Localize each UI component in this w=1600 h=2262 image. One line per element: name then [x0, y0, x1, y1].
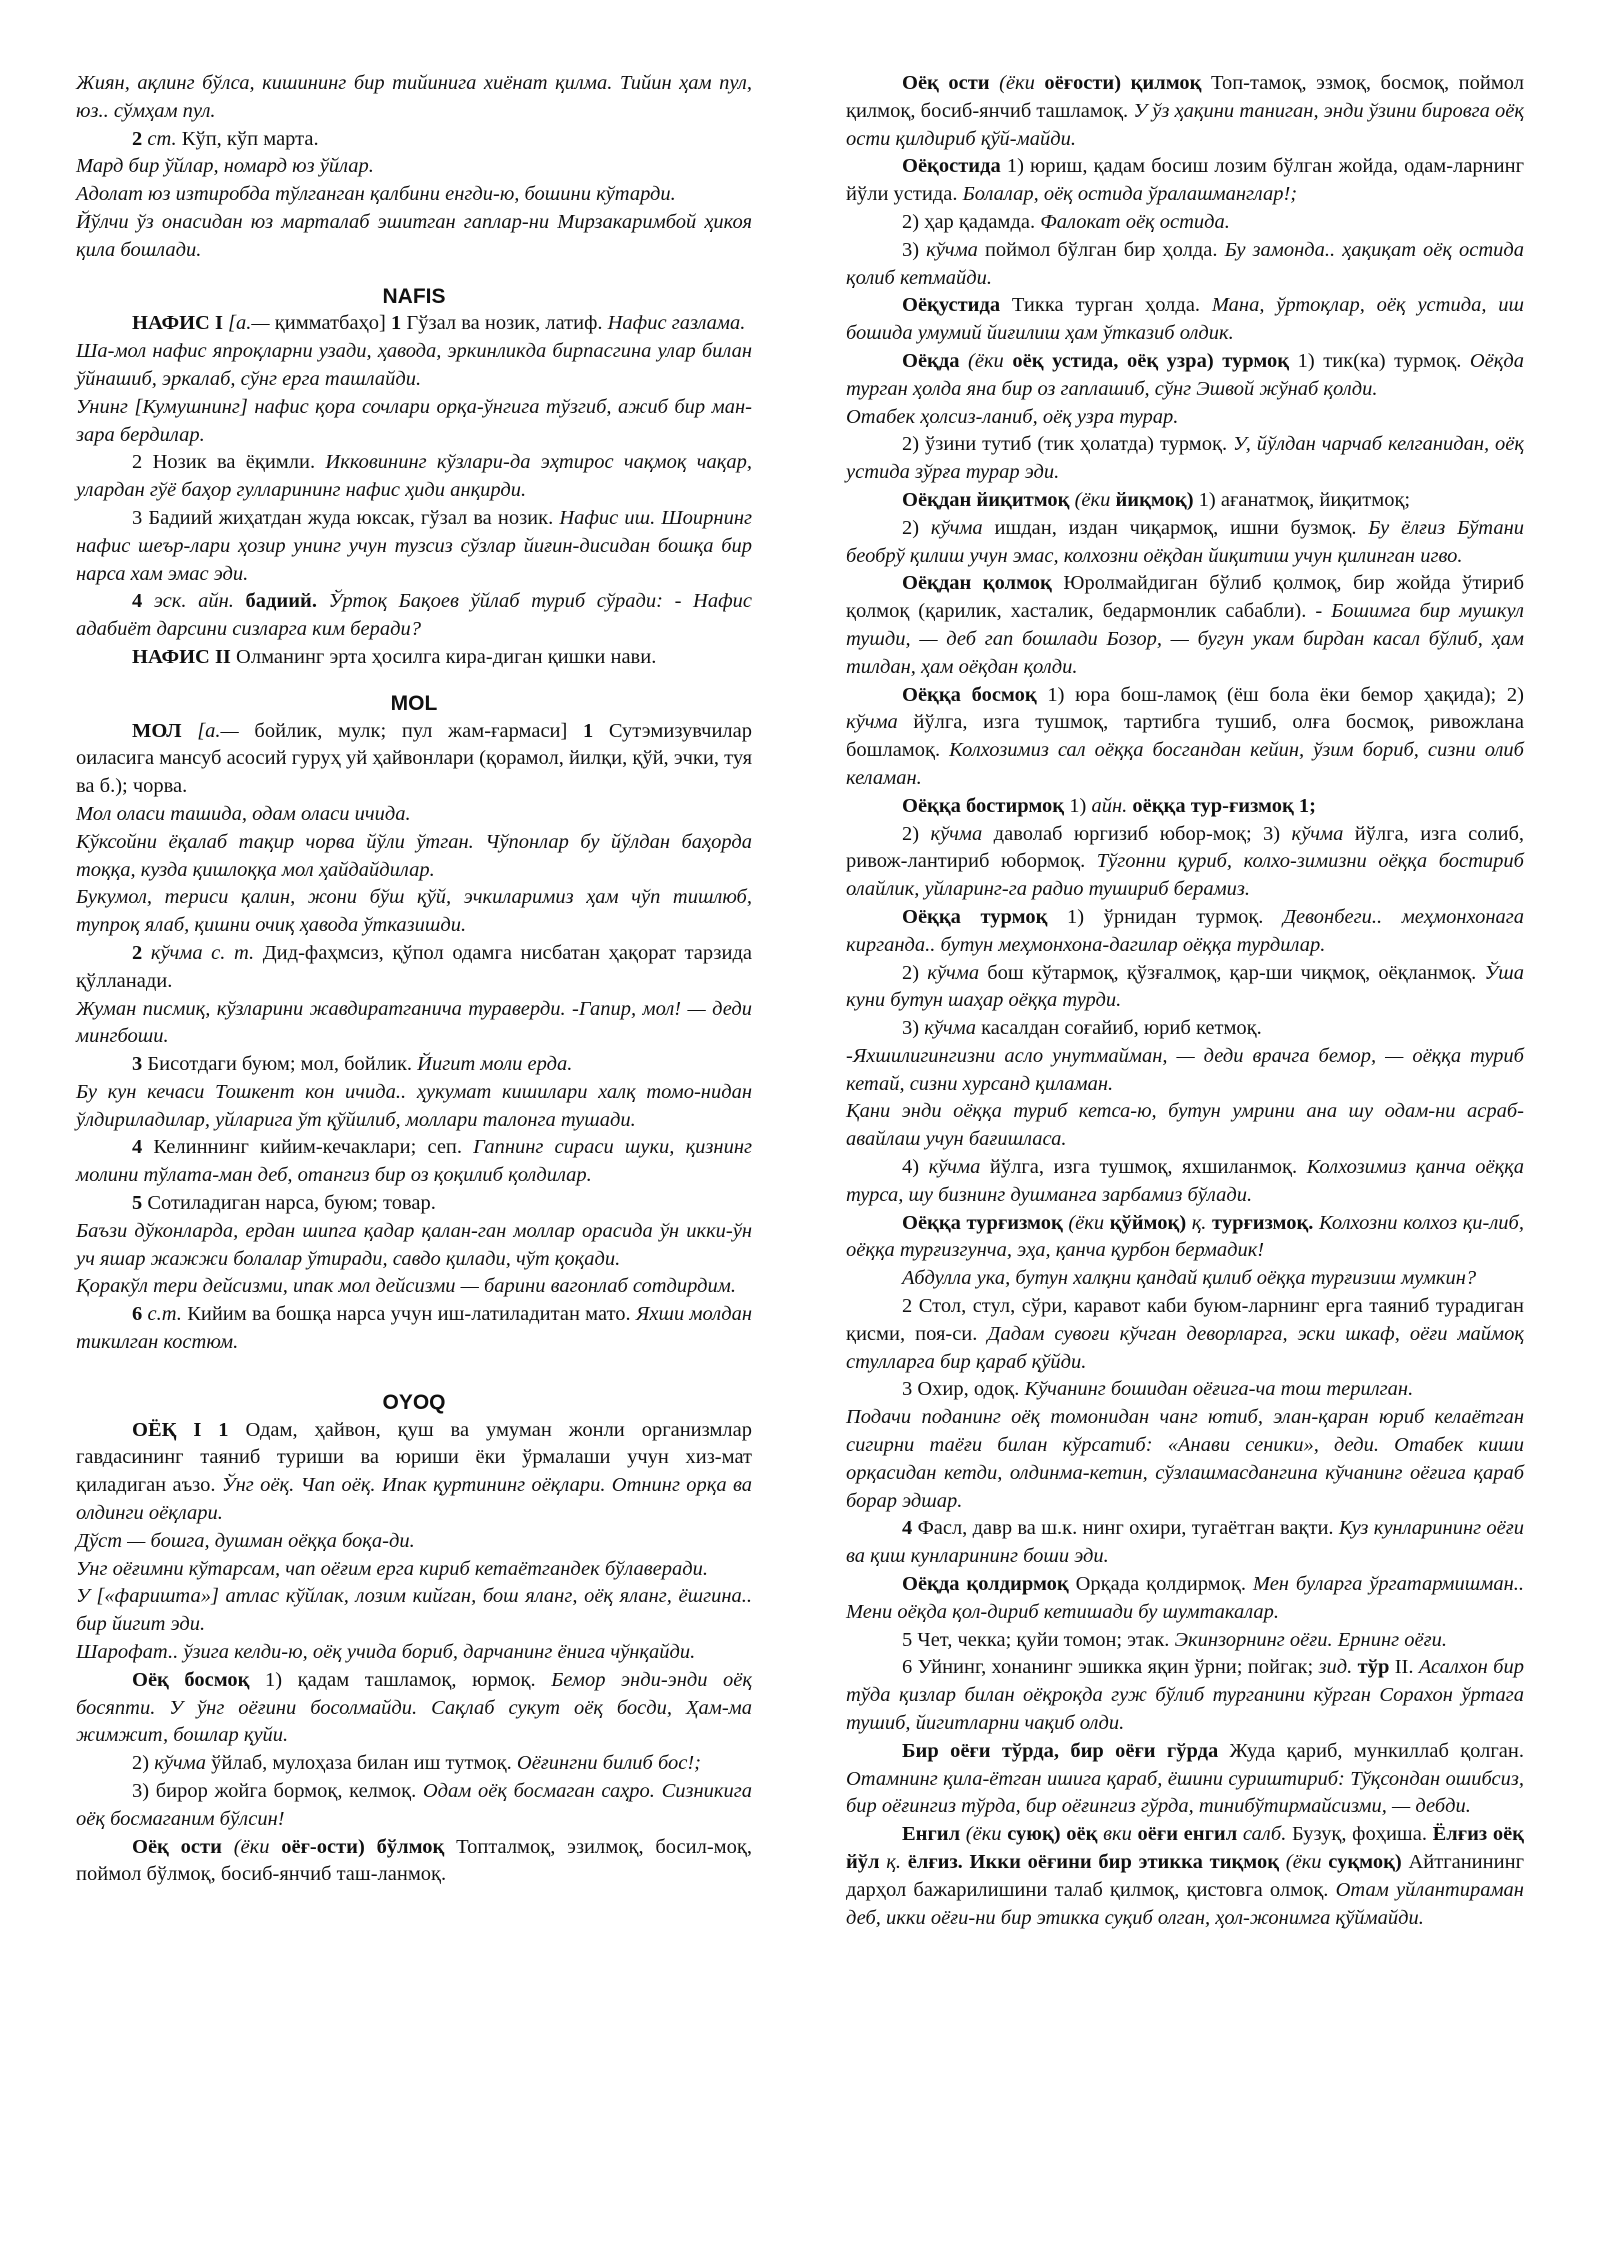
example-text: Отам уйлантираман деб, икки оёғи-ни бир этикка суқиб олган, ҳол-жонимга қўймайди.: [846, 1878, 1524, 1929]
definition-text: 5 Чет, чекка; қуйи томон; этак.: [902, 1628, 1175, 1651]
dictionary-paragraph: [846, 1015, 1524, 1043]
definition-text: 1) юра бош-ламоқ (ёш бола ёки бемор ҳақида); 2): [1047, 683, 1524, 706]
definition-text: Бисотдаги буюм; мол, бойлик.: [147, 1053, 418, 1076]
definition-text: 2) ҳар қадамда.: [902, 210, 1041, 233]
example-text: Икковининг кўзлари-да эҳтирос чақмоқ чақар, улардан гўё баҳор гулларининг нафис ҳиди анқирди.: [76, 451, 752, 502]
dictionary-paragraph: [76, 181, 752, 209]
definition-text: Топ-тамоқ, эзмоқ, босмоқ, поймол қилмоқ, босиб-янчиб ташламоқ.: [846, 72, 1524, 122]
dictionary-paragraph: [846, 793, 1524, 821]
example-text: Подачи поданинг оёқ томонидан чанг ютиб, элан-қаран юриб келаётган сигирни таёғи билан кўрсатиб: «Анави сеники», деди. Отабек киши орқасидан кетди, олдинма-кетин, сўзлашмасдангина кўчанинг оёғига қараб борар эдшар.: [846, 1406, 1524, 1512]
example-text: зид.: [1318, 1656, 1358, 1679]
headword-text: ОЁҚ I 1: [132, 1418, 246, 1441]
dictionary-paragraph: [76, 884, 752, 940]
definition-text: Кўп, кўп марта.: [181, 127, 319, 150]
example-text: Жуман писмиқ, кўзларини жавдиратганича тураверди. -Гапир, мол! — деди мингбоши.: [76, 997, 752, 1048]
example-text: Унинг [Кумушнинг] нафис қора сочлари орқа-ўнгига тўзгиб, ажиб бир ман-зара бердилар.: [76, 395, 752, 446]
headword-text: 4: [132, 590, 154, 613]
headword-text: 5: [132, 1192, 148, 1215]
dictionary-paragraph: [846, 1154, 1524, 1210]
headword-text: НАФИС I: [132, 312, 229, 335]
section-spacer: [76, 1371, 752, 1389]
definition-text: 2 Нозик ва ёқимли.: [132, 451, 326, 474]
example-text: Нафис иш. Шоирнинг нафис шеър-лари ҳозир унинг учун тузсиз сўзлар йиғин-дисидан бошқа бир нарса хам эмас эди.: [76, 506, 752, 585]
definition-text: Гўзал ва нозик, латиф.: [406, 312, 608, 335]
headword-text: йиқмоқ): [1115, 488, 1199, 511]
example-text: У, йўлдан чарчаб келганидан, оёқ устида зўрға турар эди.: [846, 433, 1524, 484]
definition-text: Тикка турган ҳолда.: [1011, 294, 1212, 317]
dictionary-paragraph: [76, 1583, 752, 1639]
dictionary-paragraph: [76, 1079, 752, 1135]
example-text: Гапнинг сираси шуки, қизнинг молини тўлата-ман деб, отангиз бир оз қоқилиб қолдилар.: [76, 1136, 752, 1187]
example-text: кўчма: [930, 516, 995, 539]
headword-text: қўймоқ): [1109, 1211, 1192, 1234]
definition-text: бош кўтармоқ, қўзғалмоқ, қар-ши чиқмоқ, оёқланмоқ.: [987, 961, 1485, 984]
example-text: кўчма: [927, 961, 988, 984]
example-text: (ёки: [1285, 1851, 1329, 1873]
definition-text: 1) ўрнидан турмоқ.: [1067, 905, 1284, 928]
definition-text: қимматбаҳо]: [274, 312, 392, 335]
example-text: Тўгонни қуриб, колхо-зимизни оёққа бостириб олайлик, уйларинг-га радио тушириб берамиз.: [846, 850, 1524, 901]
definition-text: 6 Уйнинг, хонанинг эшикка яқин ўрни; пойгак;: [902, 1656, 1319, 1679]
example-text: Куз кунларининг оёғи ва қиш кунларининг боши эди.: [846, 1517, 1525, 1568]
dictionary-paragraph: [846, 570, 1524, 681]
dictionary-paragraph: [76, 801, 752, 829]
headword-text: 4: [132, 1136, 154, 1159]
headword-text: суқмоқ): [1328, 1851, 1409, 1873]
example-text: айн.: [1091, 794, 1133, 817]
example-text: қ.: [886, 1851, 908, 1873]
example-text: У [«фаришта»] атлас кўйлак, лозим кийган, бош яланг, оёқ яланг, ёшгина.. бир йигит эди.: [76, 1585, 752, 1636]
dictionary-paragraph: [76, 1417, 752, 1528]
dictionary-paragraph: [76, 1778, 752, 1834]
dictionary-paragraph: [76, 1273, 752, 1301]
headword-text: 4: [902, 1517, 918, 1540]
dictionary-paragraph: [846, 292, 1524, 348]
dictionary-paragraph: [76, 310, 752, 338]
headword-text: бадиий.: [245, 590, 329, 613]
example-text: кўчма: [924, 1017, 982, 1040]
definition-text: Келиннинг кийим-кечаклари; сеп.: [153, 1136, 474, 1159]
definition-text: Айтганининг дарҳол бажарилишини талаб қилмоқ, қистовга олмоқ.: [846, 1851, 1524, 1901]
example-text: кўчма: [846, 711, 914, 734]
dictionary-paragraph: [846, 209, 1524, 237]
dictionary-paragraph: [846, 237, 1524, 293]
dictionary-paragraph: [846, 1098, 1524, 1154]
dictionary-paragraph: [846, 1376, 1524, 1404]
dictionary-paragraph: [846, 515, 1524, 571]
section-heading: MOL: [390, 691, 438, 715]
example-text: Мен буларга ўргатармишман.. Мени оёқда қол-дириб кетишади бу шумтакалар.: [846, 1573, 1524, 1623]
example-text: кўчма: [926, 238, 985, 261]
definition-text: 3 Охир, одоқ.: [902, 1378, 1025, 1401]
definition-text: Кийим ва бошқа нарса учун иш-латиладитан мато.: [187, 1303, 636, 1326]
dictionary-paragraph: [846, 821, 1524, 904]
example-text: (ёки: [968, 349, 1013, 372]
dictionary-paragraph: [846, 682, 1524, 793]
headword-text: Оёқда: [902, 349, 969, 372]
dictionary-paragraph: [76, 505, 752, 588]
dictionary-paragraph: [76, 1218, 752, 1274]
example-text: Дўст — бошга, душман оёққа боқа-ди.: [76, 1529, 415, 1552]
definition-text: Сотиладиган нарса, буюм; товар.: [147, 1192, 436, 1215]
dictionary-paragraph: [76, 644, 752, 672]
example-text: Дадам сувоғи кўчган деворларга, эски шкаф, оёғи маймоқ стулларга бир қараб қўйди.: [846, 1322, 1524, 1373]
example-text: Унг оёғимни кўтарсам, чап оёғим ерга кириб кетаётгандек бўлаверади.: [76, 1557, 708, 1580]
example-text: Оёқда турган ҳолда яна бир оз гаплашиб, сўнг Эшвой жўнаб қолди.: [846, 349, 1524, 400]
headword-text: тўр: [1357, 1656, 1395, 1679]
example-text: Мард бир ўйлар, номард юз ўйлар.: [76, 155, 374, 178]
headword-text: ёлғиз. Икки оёғини бир этикка тиқмоқ: [907, 1851, 1286, 1873]
left-column: [76, 70, 752, 1889]
definition-text: 2 Стол, стул, сўри, каравот каби буюм-ларнинг ерга таяниб турадиган қисми, поя-си.: [846, 1295, 1524, 1345]
dictionary-paragraph: [76, 1301, 752, 1357]
dictionary-paragraph: [76, 70, 752, 126]
example-text: Ўртоқ Бақоев ўйлаб туриб сўради: - Нафис адабиёт дарсини сизларга ким беради?: [76, 590, 752, 641]
dictionary-paragraph: [846, 487, 1524, 515]
dictionary-paragraph: [76, 1667, 752, 1750]
dictionary-paragraph: [846, 1738, 1524, 1821]
dictionary-paragraph: [76, 940, 752, 996]
definition-text: ишдан, издан чиқармоқ, ишни бузмоқ.: [994, 516, 1369, 539]
dictionary-paragraph: [846, 1821, 1524, 1932]
example-text: Отамнинг қила-ётган ишига қараб, ёшини суриштириб: Тўқсондан ошибсиз, бир оёғингиз тўрда, бир оёғингиз гўрда, тинибўтирмайсизми, — дебди.: [846, 1767, 1524, 1818]
definition-text: 2): [902, 822, 931, 845]
dictionary-paragraph: [76, 588, 752, 644]
definition-text: 3) бирор жойга бормоқ, келмоқ.: [132, 1780, 423, 1803]
dictionary-paragraph: [76, 1134, 752, 1190]
dictionary-paragraph: [76, 394, 752, 450]
example-text: Бу ёлғиз Бўтани беобрў қилиш учун эмас, колхозни оёқдан йиқитиш учун қилинган игво.: [846, 516, 1524, 567]
definition-text: 1) юриш, қадам босиш лозим бўлган жойда, одам-ларнинг йўли устида.: [846, 155, 1524, 206]
headword-text: Оёққа турғизмоқ: [902, 1211, 1069, 1234]
example-text: (ёки: [1074, 488, 1116, 511]
dictionary-paragraph: [76, 1556, 752, 1584]
section-spacer: [76, 672, 752, 690]
dictionary-paragraph: [846, 1404, 1524, 1515]
example-text: қ.: [1191, 1211, 1213, 1234]
headword-text: 2: [132, 127, 148, 150]
example-text: Бошимга бир мушкул тушди, — деб гап бошлади Бозор, — бугун укам бирдан касал бўлиб, ҳам тилдан, ҳам оёқдан қолди.: [846, 600, 1524, 678]
example-text: Кўксойни ёқалаб тақир чорва йўли ўтган. Чўпонлар бу йўлдан баҳорда тоққа, кузда қишлоққа мол ҳайдайдилар.: [76, 830, 752, 881]
dictionary-paragraph: [76, 829, 752, 885]
headword-text: оёғ-ости) бўлмоқ: [281, 1835, 457, 1858]
definition-text: Олманинг эрта ҳосилга кира-диган қишки нави.: [236, 645, 657, 668]
section-heading: OYOQ: [382, 1390, 446, 1414]
example-text: Ша-мол нафис япроқларни узади, ҳавода, эркинликда бирпасгина улар билан ўйнашиб, эркалаб, сўнг ерга ташлайди.: [76, 340, 752, 390]
dictionary-paragraph: [76, 449, 752, 505]
dictionary-paragraph: [76, 126, 752, 154]
headword-text: оёқ устида, оёқ узра) турмоқ: [1012, 349, 1298, 372]
example-text: [а.—: [228, 312, 275, 335]
headword-text: МОЛ: [132, 719, 198, 742]
definition-text: поймол бўлган бир ҳолда.: [984, 238, 1225, 261]
example-text: Оёғингни билиб бос!;: [516, 1752, 701, 1775]
headword-text: 3: [132, 1053, 148, 1076]
definition-text: 2): [902, 516, 931, 539]
example-text: Шарофат.. ўзига келди-ю, оёқ учида бориб, дарчанинг ёнига чўнқайди.: [76, 1641, 696, 1664]
definition-text: 2) ўзини тутиб (тик ҳолатда) турмоқ.: [902, 433, 1233, 456]
definition-text: йўлга, изга тушмоқ, яхшиланмоқ.: [989, 1156, 1307, 1179]
headword-text: НАФИС II: [132, 645, 237, 668]
headword-text: Оёқдан йиқитмоқ: [902, 488, 1075, 511]
example-text: Адолат юз изтиробда тўлганган қалбини енгди-ю, бошини кўтарди.: [76, 183, 676, 206]
dictionary-paragraph: [846, 153, 1524, 209]
dictionary-paragraph: [846, 1654, 1524, 1737]
definition-text: ўйлаб, мулоҳаза билан иш тутмоқ.: [211, 1752, 517, 1775]
definition-text: II.: [1394, 1656, 1419, 1679]
definition-text: Дид-фаҳмсиз, қўпол одамга нисбатан ҳақорат тарзида қўлланади.: [76, 941, 752, 992]
section-spacer: [76, 265, 752, 283]
definition-text: бойлик, мулк; пул жам-ғармаси]: [254, 719, 583, 742]
definition-text: 3): [902, 238, 927, 261]
example-text: Бу кун кечаси Тошкент кон ичида.. ҳукумат кишилари халқ томо-нидан ўлдириладилар, уйларига ўт қўйилиб, моллари талонга тушади.: [76, 1080, 752, 1131]
dictionary-paragraph: [76, 338, 752, 394]
headword-text: Енгил: [902, 1823, 966, 1846]
example-text: (ёки: [233, 1835, 282, 1858]
definition-text: Топталмоқ, эзилмоқ, босил-моқ, поймол бўлмоқ, босиб-янчиб таш-ланмоқ.: [76, 1835, 752, 1886]
example-text: Одам оёқ босмаган саҳро. Сизникига оёқ босмаганим бўлсин!: [76, 1780, 752, 1830]
example-text: Ўнг оёқ. Чап оёқ. Ипак қуртининг оёқлари. Отнинг орқа ва олдинги оёқлари.: [76, 1474, 752, 1525]
dictionary-paragraph: [76, 153, 752, 181]
example-text: (ёки: [1068, 1211, 1110, 1234]
headword-text: 1: [391, 312, 407, 335]
dictionary-paragraph: [76, 718, 752, 801]
example-text: кўчма: [928, 1156, 990, 1179]
headword-text: оёғи енгил: [1137, 1823, 1243, 1846]
definition-text: Бузуқ, фоҳиша.: [1292, 1823, 1433, 1846]
headword-text: Оёқ босмоқ: [132, 1668, 266, 1691]
dictionary-paragraph: [846, 1210, 1524, 1266]
dictionary-paragraph: [76, 1834, 752, 1890]
definition-text: касалдан соғайиб, юриб кетмоқ.: [981, 1017, 1262, 1040]
example-text: с.т.: [147, 1303, 188, 1326]
definition-text: йўлга, изга тушмоқ, тартибга тушиб, олға босмоқ, ривожлана бошламоқ.: [846, 711, 1524, 762]
example-text: Йўлчи ўз онасидан юз марталаб эшитган гаплар-ни Мирзакаримбой ҳикоя қила бошлади.: [76, 210, 752, 261]
dictionary-paragraph: [76, 1528, 752, 1556]
definition-text: йўлга, изга солиб, ривож-лантириб юбормоқ.: [846, 822, 1524, 873]
headword-text: 6: [132, 1303, 148, 1326]
example-text: Қоракўл тери дейсизми, ипак мол дейсизми — барини вагонлаб сотдирдим.: [76, 1275, 736, 1298]
definition-text: 1) қадам ташламоқ, юрмоқ.: [265, 1668, 552, 1691]
dictionary-paragraph: [76, 209, 752, 265]
headword-text: турғизмоқ.: [1212, 1211, 1319, 1234]
dictionary-paragraph: [846, 960, 1524, 1016]
example-text: Фалокат оёқ остида.: [1040, 210, 1230, 233]
headword-text: Бир оёғи тўрда, бир оёғи гўрда: [902, 1739, 1230, 1762]
dictionary-paragraph: [846, 348, 1524, 404]
section-spacer: [76, 1357, 752, 1371]
dictionary-paragraph: [846, 1515, 1524, 1571]
definition-text: 2): [902, 961, 928, 984]
example-text: Бу замонда.. ҳақиқат оёқ остида қолиб кетмайди.: [846, 238, 1525, 289]
dictionary-paragraph: [846, 1571, 1524, 1627]
definition-text: 2): [132, 1752, 155, 1775]
example-text: эск. айн.: [153, 590, 246, 613]
definition-text: 1) тик(ка) турмоқ.: [1297, 349, 1470, 372]
dictionary-paragraph: [76, 1750, 752, 1778]
right-column: [846, 70, 1524, 1932]
definition-text: Жуда қариб, мункиллаб қолган.: [1229, 1739, 1524, 1762]
example-text: [а.—: [197, 719, 255, 742]
dictionary-paragraph: [846, 904, 1524, 960]
example-text: Жиян, ақлинг бўлса, кишининг бир тийинига хиёнат қилма. Тийин ҳам пул, юз.. сўмҳам пул.: [76, 72, 752, 122]
example-text: Асалхон бир тўда қизлар билан оёқроқда гуж бўлиб турганини кўрган Сорахон ўртага тушиб, йигитларни чақиб олди.: [846, 1656, 1524, 1735]
example-text: (ёки: [999, 72, 1045, 94]
headword-text: Оёқдан қолмоқ: [902, 572, 1064, 595]
definition-text: 3): [902, 1017, 925, 1040]
example-text: Баъзи дўконларда, ердан шипга қадар қалан-ган моллар орасида ўн икки-ўн уч яшар жажжи болалар ўтиради, савдо қилади, чўт қоқади.: [76, 1219, 752, 1270]
definition-text: 4): [902, 1156, 929, 1179]
headword-text: суюқ) оёқ: [1007, 1823, 1104, 1846]
example-text: Колхозимиз қанча оёққа турса, шу бизнинг душманга зарбамиз бўлади.: [846, 1156, 1525, 1206]
dictionary-paragraph: [846, 1265, 1524, 1293]
example-text: Букумол, териси қалин, жони бўш қўй, эчкиларимиз ҳам чўп тишлюб, тупроқ ялаб, қишни очиқ ҳавода ўтказишди.: [76, 886, 752, 937]
dictionary-paragraph: [76, 1051, 752, 1079]
definition-text: Одам, ҳайвон, қуш ва умуман жонли организмлар гавдасининг таяниб туриши ва юриши ёки ўрмалаши учун хиз-мат қиладиган аъзо.: [76, 1418, 752, 1497]
definition-text: 1) ағанатмоқ, йиқитмоқ;: [1198, 488, 1411, 511]
headword-text: Оёқ ости: [132, 1835, 234, 1858]
dictionary-paragraph: [846, 404, 1524, 432]
example-text: Отабек ҳолсиз-ланиб, оёқ узра турар.: [846, 405, 1179, 428]
headword-text: Оёқда қолдирмоқ: [902, 1573, 1076, 1596]
dictionary-paragraph: [846, 1627, 1524, 1655]
example-text: Яхши молдан тикилган костюм.: [76, 1303, 753, 1354]
example-text: вки: [1103, 1823, 1138, 1846]
headword-text: Оёққа турмоқ: [902, 905, 1068, 928]
example-text: Абдулла ука, бутун халқни қандай қилиб оёққа турғизиш мумкин?: [902, 1267, 1477, 1290]
dictionary-paragraph: [846, 70, 1524, 153]
example-text: ст.: [147, 127, 182, 150]
example-text: Экинзорнинг оёғи. Ернинг оёғи.: [1174, 1628, 1447, 1651]
example-text: салб.: [1242, 1823, 1292, 1846]
headword-text: оёққа тур-ғизмоқ 1;: [1132, 794, 1317, 817]
example-text: кўчма: [930, 822, 994, 845]
example-text: Колхозни колхоз қи-либ, оёққа турғизгунча, эҳа, қанча қурбон бермадик!: [846, 1211, 1524, 1262]
example-text: кўчма с. т.: [150, 941, 263, 964]
headword-text: Оёқустида: [902, 294, 1012, 317]
example-text: Нафис газлама.: [607, 312, 746, 335]
headword-text: оёғости) қилмоқ: [1044, 72, 1211, 94]
example-text: кўчма: [154, 1752, 212, 1775]
example-text: Мол оласи ташида, одам оласи ичида.: [76, 802, 411, 825]
example-text: Мана, ўртоқлар, оёқ устида, иш бошида умумий йиғилиш ҳам ўтказиб олдик.: [846, 294, 1524, 345]
headword-text: Ёлғиз оёқ йўл: [846, 1823, 1524, 1873]
example-text: Ўша куни бутун шаҳар оёққа турди.: [846, 961, 1524, 1012]
headword-text: 1: [582, 719, 609, 742]
dictionary-paragraph: [76, 1190, 752, 1218]
headword-text: 2: [132, 941, 151, 964]
definition-text: даволаб юргизиб юбор-моқ; 3): [993, 822, 1292, 845]
example-text: Колхозимиз сал оёққа босгандан кейин, ўзим бориб, сизни олиб келаман.: [846, 739, 1524, 789]
dictionary-paragraph: [76, 1639, 752, 1667]
example-text: (ёки: [965, 1823, 1008, 1846]
headword-text: Оёқостида: [902, 155, 1007, 178]
dictionary-paragraph: [76, 996, 752, 1052]
headword-text: Оёқ ости: [902, 72, 1000, 94]
definition-text: Фасл, давр ва ш.к. нинг охири, тугаётган вақти.: [917, 1517, 1339, 1540]
section-heading: NAFIS: [382, 284, 446, 308]
definition-text: 1): [1069, 794, 1092, 817]
example-text: Қани энди оёққа туриб кетса-ю, бутун умрини ана шу одам-ни асраб-авайлаш учун бағишласа.: [846, 1100, 1524, 1151]
dictionary-paragraph: [846, 1293, 1524, 1376]
dictionary-paragraph: [846, 431, 1524, 487]
example-text: Болалар, оёқ остида ўралашманглар!;: [962, 183, 1298, 206]
example-text: кўчма: [1291, 822, 1355, 845]
example-text: Девонбеги.. меҳмонхонага кирганда.. бутун меҳмонхона-дагилар оёққа турдилар.: [846, 905, 1524, 956]
dictionary-paragraph: [846, 1043, 1524, 1099]
definition-text: Юролмайдиган бўлиб қолмоқ, бир жойда ўтириб қолмоқ (қарилик, хасталик, бедармонлик сабабли). -: [846, 572, 1524, 623]
definition-text: Сутэмизувчилар оиласига мансуб асосий гуруҳ уй ҳайвонлари (қорамол, йилқи, қўй, эчки, туя ва б.); чорва.: [76, 719, 752, 798]
headword-text: Оёққа бостирмоқ: [902, 794, 1070, 817]
example-text: -Яхшилигингизни асло унутмайман, — деди врачга бемор, — оёққа туриб кетай, сизни хурсанд қиламан.: [846, 1044, 1524, 1095]
example-text: Кўчанинг бошидан оёғига-ча тош терилган.: [1024, 1378, 1414, 1401]
example-text: Бемор энди-энди оёқ босяпти. У ўнг оёғини босолмайди. Сақлаб сукут оёқ босди, Ҳам-ма жимжит, бошлар қуйи.: [76, 1668, 752, 1747]
example-text: Йигит моли ерда.: [417, 1053, 573, 1076]
definition-text: Орқада қолдирмоқ.: [1075, 1573, 1253, 1596]
headword-text: Оёққа босмоқ: [902, 683, 1048, 706]
definition-text: 3 Бадиий жиҳатдан жуда юксак, гўзал ва нозик.: [132, 506, 560, 529]
example-text: У ўз ҳақини таниган, энди ўзини бировга оёқ ости қилдириб қўй-майди.: [846, 99, 1524, 150]
